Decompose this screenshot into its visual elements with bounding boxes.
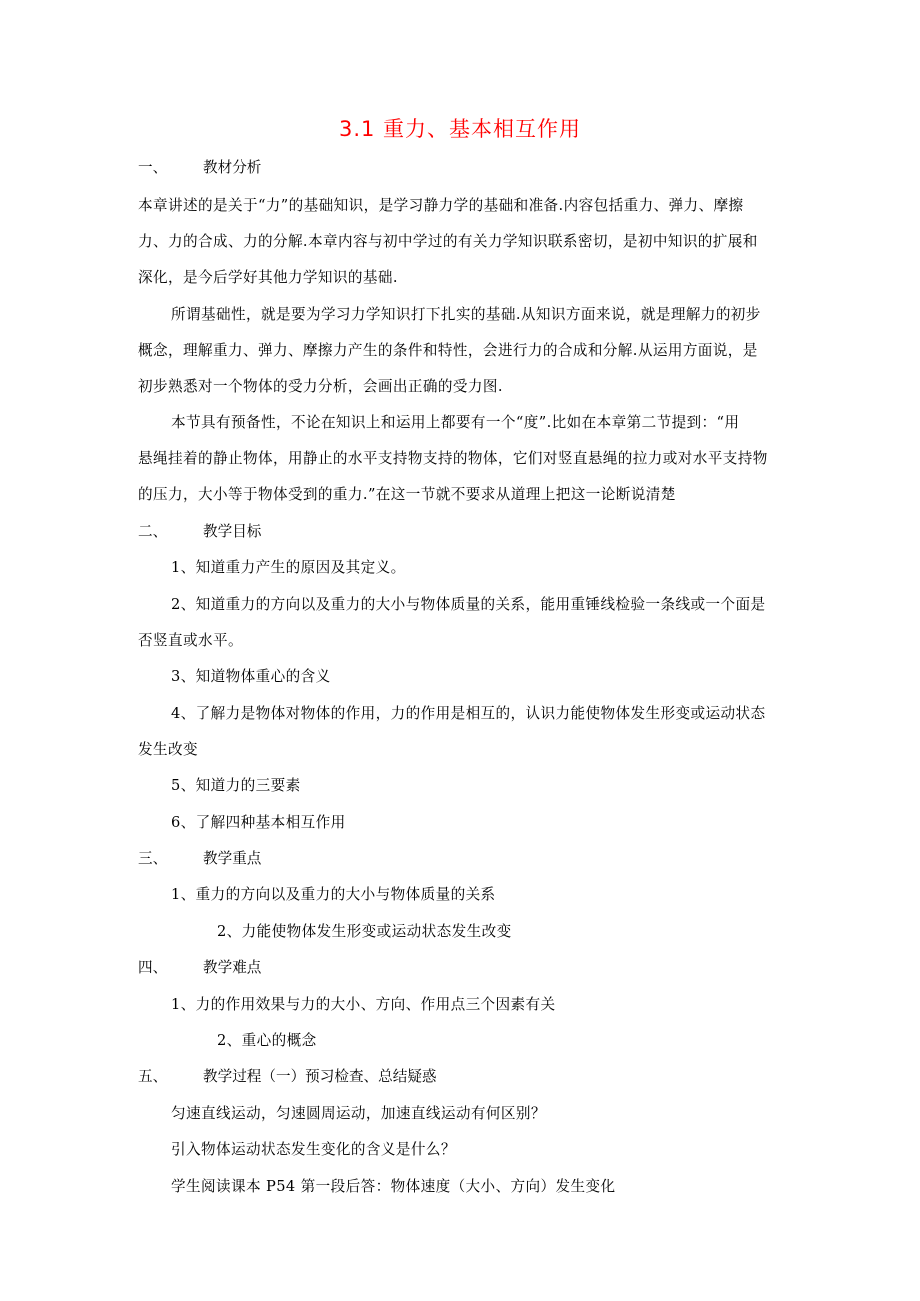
list-item: 否竖直或水平。 xyxy=(138,632,243,649)
list-item: 发生改变 xyxy=(138,741,198,758)
page-title: 3.1 重力、基本相互作用 xyxy=(338,117,582,141)
paragraph-line: 本章讲述的是关于“力”的基础知识，是学习静力学的基础和准备.内容包括重力、弹力、摩擦 xyxy=(138,197,744,214)
list-item: 2、力能使物体发生形变或运动状态发生改变 xyxy=(217,923,512,940)
paragraph-line: 力、力的合成、力的分解.本章内容与初中学过的有关力学知识联系密切，是初中知识的扩展和 xyxy=(138,233,758,250)
list-item: 4、了解力是物体对物体的作用，力的作用是相互的，认识力能使物体发生形变或运动状态 xyxy=(171,705,766,722)
paragraph-line: 的压力，大小等于物体受到的重力.”在这一节就不要求从道理上把这一论断说清楚 xyxy=(138,486,676,503)
list-item: 1、力的作用效果与力的大小、方向、作用点三个因素有关 xyxy=(171,996,556,1013)
paragraph-line: 概念，理解重力、弹力、摩擦力产生的条件和特性，会进行力的合成和分解.从运用方面说，是 xyxy=(138,342,758,359)
list-item: 5、知道力的三要素 xyxy=(171,777,301,794)
paragraph-line: 学生阅读课本 P54 第一段后答：物体速度（大小、方向）发生变化 xyxy=(171,1178,616,1195)
paragraph-line: 匀速直线运动，匀速圆周运动，加速直线运动有何区别？ xyxy=(171,1105,546,1122)
paragraph-line: 悬绳挂着的静止物体，用静止的水平支持物支持的物体，它们对竖直悬绳的拉力或对水平支持物 xyxy=(138,450,768,467)
section-title: 教学重点 xyxy=(203,850,262,867)
list-item: 2、知道重力的方向以及重力的大小与物体质量的关系，能用重锤线检验一条线或一个面是 xyxy=(171,596,766,613)
paragraph-line: 引入物体运动状态发生变化的含义是什么？ xyxy=(171,1141,456,1158)
section-title: 教学难点 xyxy=(203,959,262,976)
section-number: 三、 xyxy=(138,850,168,867)
list-item: 1、知道重力产生的原因及其定义。 xyxy=(171,559,406,576)
section-number: 二、 xyxy=(138,523,168,540)
section-title: 教材分析 xyxy=(203,159,262,176)
list-item: 3、知道物体重心的含义 xyxy=(171,668,331,685)
section-number: 四、 xyxy=(138,959,168,976)
paragraph-line: 所谓基础性，就是要为学习力学知识打下扎实的基础.从知识方面来说，就是理解力的初步 xyxy=(171,306,761,323)
section-title: 教学目标 xyxy=(203,523,262,540)
paragraph-line: 本节具有预备性，不论在知识上和运用上都要有一个“度”.比如在本章第二节提到：“用 xyxy=(171,414,740,431)
section-number: 五、 xyxy=(138,1068,168,1085)
list-item: 6、了解四种基本相互作用 xyxy=(171,814,346,831)
section-title: 教学过程（一）预习检查、总结疑惑 xyxy=(203,1068,437,1085)
paragraph-line: 初步熟悉对一个物体的受力分析，会画出正确的受力图. xyxy=(138,378,503,395)
section-number: 一、 xyxy=(138,159,168,176)
paragraph-line: 深化，是今后学好其他力学知识的基础. xyxy=(138,269,398,286)
list-item: 1、重力的方向以及重力的大小与物体质量的关系 xyxy=(171,886,496,903)
list-item: 2、重心的概念 xyxy=(217,1032,317,1049)
